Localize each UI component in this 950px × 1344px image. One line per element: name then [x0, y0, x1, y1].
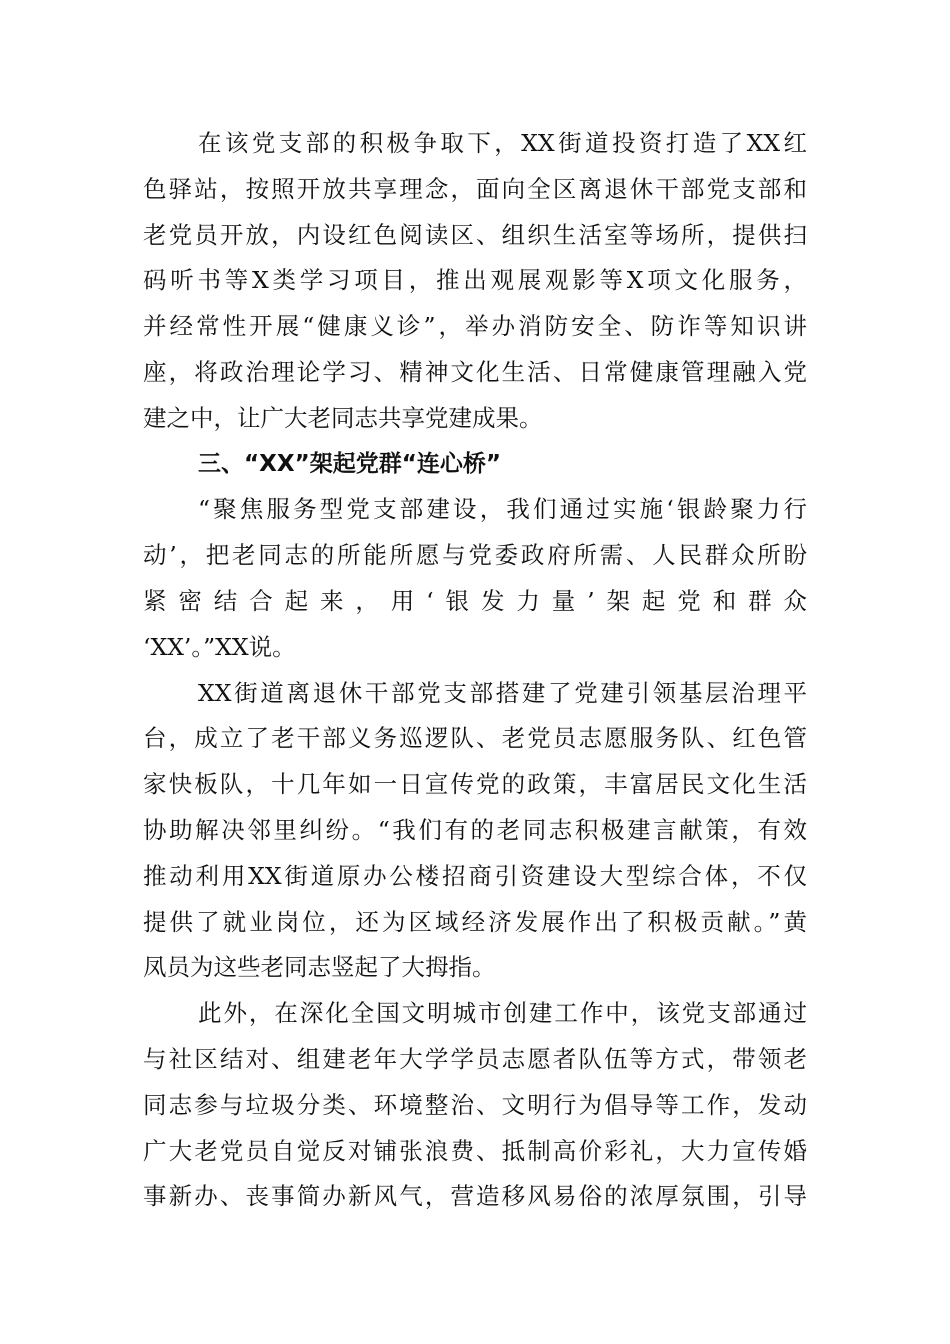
- paragraph-line: 同志参与垃圾分类、环境整治、文明行为倡导等工作，发动: [143, 1090, 807, 1119]
- paragraph-line: 紧密结合起来，用‘银发力量’架起党和群众: [143, 586, 807, 615]
- paragraph-line: 与社区结对、组建老年大学学员志愿者队伍等方式，带领老: [143, 1044, 807, 1073]
- paragraph-line: 广大老党员自觉反对铺张浪费、抵制高价彩礼，大力宣传婚: [143, 1136, 807, 1165]
- paragraph-line: 在该党支部的积极争取下，XX街道投资打造了XX红: [198, 129, 807, 157]
- paragraph-line: 建之中，让广大老同志共享党建成果。: [143, 403, 543, 432]
- paragraph-line: 事新办、丧事简办新风气，营造移风易俗的浓厚氛围，引导: [143, 1182, 807, 1211]
- paragraph-1: [143, 121, 807, 442]
- paragraph-line: 推动利用XX街道原办公楼招商引资建设大型综合体，不仅: [143, 861, 807, 890]
- paragraph-line: 码听书等X类学习项目，推出观展观影等X项文化服务，: [143, 266, 807, 295]
- section-heading: 三、“XX”架起党群“连心桥”: [198, 450, 501, 477]
- paragraph-line: 凤员为这些老同志竖起了大拇指。: [143, 953, 496, 982]
- paragraph-line: 动’，把老同志的所能所愿与党委政府所需、人民群众所盼: [143, 541, 807, 570]
- paragraph-line: 色驿站，按照开放共享理念，面向全区离退休干部党支部和: [143, 174, 807, 203]
- paragraph-line: 并经常性开展“健康义诊”，举办消防安全、防诈等知识讲: [143, 312, 807, 341]
- paragraph-line: 台，成立了老干部义务巡逻队、老党员志愿服务队、红色管: [143, 724, 807, 753]
- document-page: [143, 121, 807, 1220]
- paragraph-line: 此外，在深化全国文明城市创建工作中，该党支部通过: [198, 999, 807, 1028]
- paragraph-line: 协助解决邻里纠纷。“我们有的老同志积极建言献策，有效: [143, 815, 807, 844]
- paragraph-line: “聚焦服务型党支部建设，我们通过实施‘银龄聚力行: [198, 495, 807, 524]
- paragraph-line: 提供了就业岗位，还为区域经济发展作出了积极贡献。”黄: [143, 907, 807, 936]
- paragraph-line: 座，将政治理论学习、精神文化生活、日常健康管理融入党: [143, 357, 807, 386]
- paragraph-line: 老党员开放，内设红色阅读区、组织生活室等场所，提供扫: [143, 220, 807, 249]
- paragraph-line: ‘XX’。”XX说。: [143, 632, 296, 661]
- paragraph-4: [143, 991, 807, 1220]
- paragraph-line: XX街道离退休干部党支部搭建了党建引领基层治理平: [198, 678, 807, 707]
- paragraph-3: [143, 671, 807, 992]
- paragraph-2: [143, 487, 807, 670]
- paragraph-line: 家快板队，十几年如一日宣传党的政策，丰富居民文化生活: [143, 770, 807, 799]
